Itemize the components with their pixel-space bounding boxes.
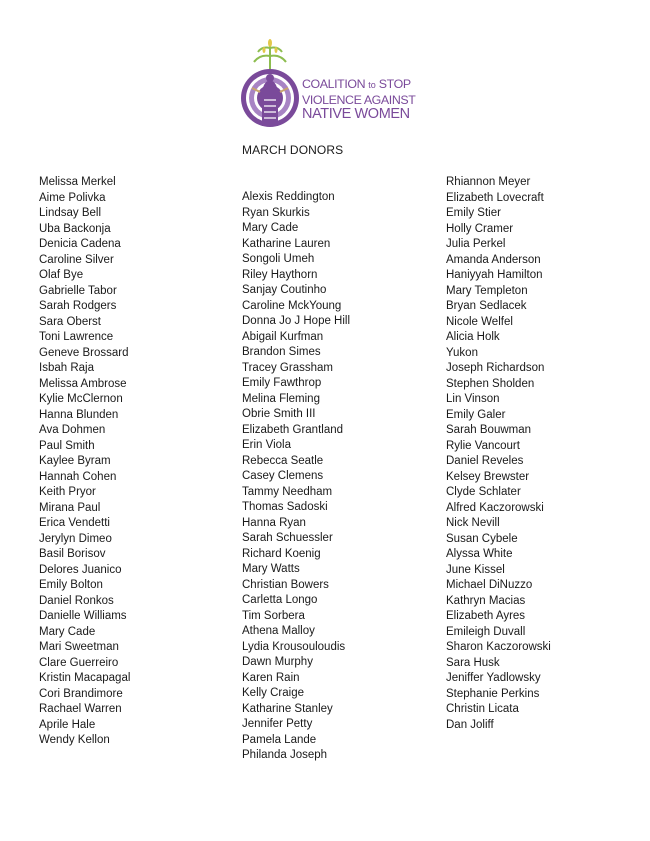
- donor-name: Ava Dohmen: [39, 424, 106, 436]
- donor-name: Kylie McClernon: [39, 393, 123, 405]
- donor-name: Clyde Schlater: [446, 486, 521, 498]
- donor-name: Stephanie Perkins: [446, 687, 540, 700]
- donor-name: Melissa Ambrose: [39, 377, 127, 390]
- donor-name: Lydia Krousouloudis: [242, 640, 346, 653]
- donor-name: Nick Nevill: [446, 517, 500, 529]
- donor-name: Melina Fleming: [242, 392, 320, 405]
- donor-name: Paul Smith: [39, 439, 95, 452]
- donor-name: Bryan Sedlacek: [446, 300, 527, 312]
- donor-name: Tracey Grassham: [242, 361, 333, 374]
- donor-name: Haniyyah Hamilton: [446, 269, 543, 281]
- donor-name: Elizabeth Grantland: [242, 423, 344, 436]
- donor-name: Alfred Kaczorowski: [446, 501, 544, 514]
- donor-name: Alicia Holk: [446, 331, 500, 343]
- donor-name: Jeniffer Yadlowsky: [446, 672, 541, 684]
- donor-name: Clare Guerreiro: [39, 656, 119, 669]
- donor-name: Emily Fawthrop: [242, 377, 322, 389]
- donor-name: Tammy Needham: [242, 485, 333, 498]
- donor-name: Alyssa White: [446, 548, 513, 560]
- donor-name: Melissa Merkel: [39, 176, 116, 188]
- donor-name: Emily Stier: [446, 207, 501, 219]
- donor-name: Mari Sweetman: [39, 641, 119, 653]
- coalition-emblem-icon: [240, 38, 300, 130]
- donor-name: Sanjay Coutinho: [242, 284, 327, 296]
- donor-name: Gabrielle Tabor: [39, 284, 117, 297]
- donor-name: Sarah Schuessler: [242, 532, 333, 544]
- donor-name: Sarah Rodgers: [39, 300, 117, 312]
- donor-name: Uba Backonja: [39, 222, 111, 235]
- donor-name: Caroline MckYoung: [242, 299, 342, 312]
- donor-name: Hanna Ryan: [242, 516, 306, 529]
- donor-name: Dan Joliff: [446, 718, 494, 731]
- donor-name: Christian Bowers: [242, 578, 329, 591]
- donor-name: Nicole Welfel: [446, 315, 513, 328]
- donor-name: Daniel Reveles: [446, 455, 524, 467]
- donor-name: Aprile Hale: [39, 718, 96, 731]
- donor-name: Hannah Cohen: [39, 470, 117, 483]
- donor-name: Kaylee Byram: [39, 455, 111, 467]
- donor-name: Elizabeth Lovecraft: [446, 191, 544, 204]
- donor-name: Michael DiNuzzo: [446, 579, 533, 591]
- donor-name: Kelly Craige: [242, 687, 304, 699]
- donor-name: Lindsay Bell: [39, 207, 102, 219]
- donor-name: Caroline Silver: [39, 253, 114, 266]
- donor-name: Philanda Joseph: [242, 749, 328, 761]
- donor-column-3: [446, 175, 551, 733]
- donor-name: Rebecca Seatle: [242, 454, 324, 467]
- donor-name: Emileigh Duvall: [446, 625, 526, 638]
- donor-name: Emily Galer: [446, 408, 506, 421]
- donor-name: Basil Borisov: [39, 548, 106, 560]
- donor-name: Isbah Raja: [39, 362, 94, 374]
- donor-name: Wendy Kellon: [39, 734, 110, 746]
- donor-name: Carletta Longo: [242, 594, 318, 606]
- donor-name: Mary Cade: [39, 625, 96, 638]
- donor-name: Amanda Anderson: [446, 253, 541, 266]
- donor-name: June Kissel: [446, 563, 505, 576]
- donor-name: Donna Jo J Hope Hill: [242, 315, 351, 327]
- donor-name: Olaf Bye: [39, 269, 84, 281]
- donor-name: Jennifer Petty: [242, 718, 313, 730]
- donor-name: Jerylyn Dimeo: [39, 532, 112, 545]
- donor-name: Rylie Vancourt: [446, 439, 520, 452]
- donor-name: Lin Vinson: [446, 393, 500, 405]
- donor-name: Holly Cramer: [446, 222, 514, 235]
- donor-name: Riley Haythorn: [242, 268, 318, 281]
- donor-name: Sara Husk: [446, 656, 500, 669]
- donor-name: Rachael Warren: [39, 703, 122, 715]
- donor-name: Aime Polivka: [39, 191, 106, 204]
- donor-name: Delores Juanico: [39, 563, 122, 576]
- organization-name: [302, 77, 415, 122]
- page-title: MARCH DONORS: [242, 143, 344, 157]
- organization-logo: [240, 38, 415, 130]
- donor-name: Mary Watts: [242, 563, 300, 575]
- donor-name: Susan Cybele: [446, 532, 518, 545]
- donor-name: Elizabeth Ayres: [446, 610, 526, 622]
- donor-name: Mirana Paul: [39, 501, 101, 514]
- donor-name: Songoli Umeh: [242, 253, 315, 265]
- donor-name: Erica Vendetti: [39, 517, 110, 529]
- donor-name: Danielle Williams: [39, 610, 127, 622]
- donor-name: Alexis Reddington: [242, 191, 335, 203]
- donor-column-2: [242, 190, 350, 764]
- donor-name: Geneve Brossard: [39, 346, 129, 359]
- donor-name: Dawn Murphy: [242, 656, 313, 668]
- donor-name: Erin Viola: [242, 439, 292, 451]
- donor-name: Mary Cade: [242, 222, 299, 234]
- donor-name: Kristin Macapagal: [39, 672, 131, 684]
- donor-name: Athena Malloy: [242, 625, 315, 637]
- donor-name: Mary Templeton: [446, 284, 528, 297]
- donor-name: Denicia Cadena: [39, 238, 121, 250]
- donor-name: Tim Sorbera: [242, 609, 305, 622]
- donor-name: Ryan Skurkis: [242, 206, 310, 219]
- donor-name: Thomas Sadoski: [242, 501, 328, 513]
- logo-line-3: NATIVE WOMEN: [302, 106, 410, 122]
- donor-name: Sarah Bouwman: [446, 424, 532, 436]
- donor-name: Joseph Richardson: [446, 362, 545, 374]
- donor-name: Emily Bolton: [39, 579, 103, 591]
- donor-name: Obrie Smith III: [242, 408, 316, 420]
- donor-name: Richard Koenig: [242, 547, 321, 560]
- donor-name: Hanna Blunden: [39, 408, 119, 421]
- donor-name: Pamela Lande: [242, 733, 317, 746]
- donor-name: Julia Perkel: [446, 238, 506, 250]
- donor-name: Karen Rain: [242, 671, 300, 684]
- logo-line-1: COALITION to STOP: [302, 77, 411, 91]
- donor-name: Stephen Sholden: [446, 377, 535, 390]
- donor-column-1: [39, 175, 130, 749]
- donor-name: Daniel Ronkos: [39, 594, 114, 607]
- donor-name: Katharine Lauren: [242, 237, 331, 250]
- donor-name: Rhiannon Meyer: [446, 176, 531, 188]
- donor-name: Sara Oberst: [39, 315, 101, 328]
- donor-name: Brandon Simes: [242, 346, 321, 358]
- logo-line-2: VIOLENCE AGAINST: [302, 92, 416, 107]
- donor-name: Kathryn Macias: [446, 594, 526, 607]
- donor-name: Katharine Stanley: [242, 702, 333, 715]
- donor-name: Yukon: [446, 346, 478, 359]
- donor-name: Cori Brandimore: [39, 687, 123, 700]
- donor-name: Abigail Kurfman: [242, 330, 324, 343]
- donor-name: Christin Licata: [446, 703, 519, 715]
- donor-name: Kelsey Brewster: [446, 470, 530, 483]
- donor-name: Sharon Kaczorowski: [446, 641, 551, 653]
- donor-name: Toni Lawrence: [39, 331, 114, 343]
- donor-name: Casey Clemens: [242, 470, 324, 482]
- donor-name: Keith Pryor: [39, 486, 96, 498]
